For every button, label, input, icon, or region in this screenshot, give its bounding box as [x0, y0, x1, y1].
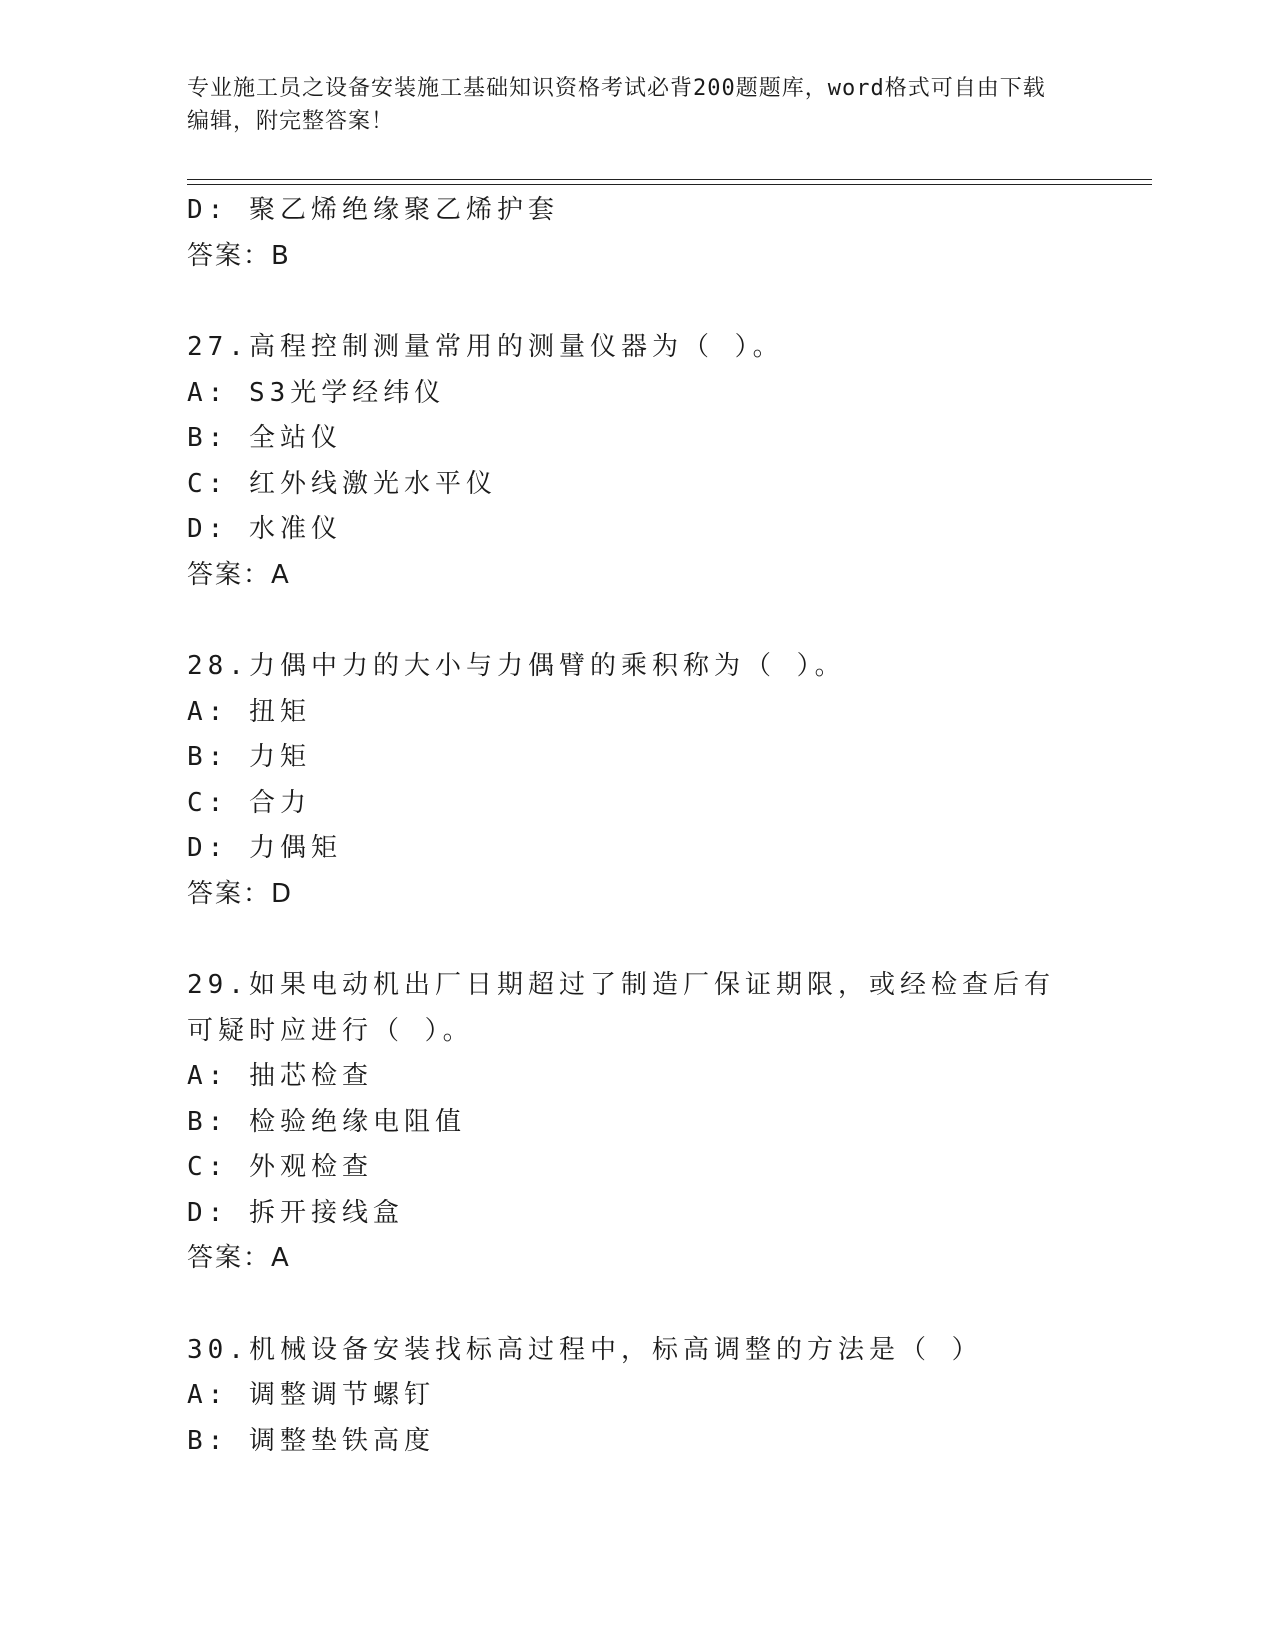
answer: 答案：A: [187, 559, 291, 590]
option-d: D: 力偶矩: [187, 833, 342, 863]
spacer: [187, 279, 1087, 325]
prev-option-d: D: 聚乙烯绝缘聚乙烯护套: [187, 195, 559, 225]
answer: 答案：A: [187, 1243, 291, 1273]
question-stem: 30.机械设备安装找标高过程中，标高调整的方法是（ ）: [187, 1334, 983, 1365]
answer: 答案：D: [187, 878, 294, 909]
option-a: A: 抽芯检查: [187, 1061, 373, 1091]
option-b: B: 全站仪: [187, 423, 342, 453]
spacer: [187, 1282, 1087, 1328]
option-a: A: S3光学经纬仪: [187, 377, 446, 408]
header-rule-bottom: [187, 184, 1152, 185]
option-b: B: 力矩: [187, 742, 311, 772]
option-d: D: 拆开接线盒: [187, 1197, 404, 1228]
option-b: B: 调整垫铁高度: [187, 1425, 435, 1456]
spacer: [187, 917, 1087, 963]
question-29: [187, 963, 1087, 1282]
question-list: [187, 188, 1087, 1464]
question-30: [187, 1328, 1087, 1465]
question-28: [187, 644, 1087, 917]
question-stem: 29.如果电动机出厂日期超过了制造厂保证期限，或经检查后有可疑时应进行（ ）。: [187, 970, 1055, 1046]
prev-answer: 答案：B: [187, 240, 291, 271]
option-c: C: 合力: [187, 787, 311, 818]
option-d: D: 水准仪: [187, 514, 342, 544]
option-c: C: 外观检查: [187, 1152, 373, 1182]
option-c: C: 红外线激光水平仪: [187, 468, 497, 499]
header-rule-top: [187, 179, 1152, 180]
document-header: 专业施工员之设备安装施工基础知识资格考试必背200题题库，word格式可自由下载编辑，附完整答案！: [187, 76, 1046, 134]
option-b: B: 检验绝缘电阻值: [187, 1106, 466, 1137]
option-a: A: 调整调节螺钉: [187, 1380, 435, 1410]
spacer: [187, 598, 1087, 644]
option-a: A: 扭矩: [187, 696, 311, 727]
question-stem: 27.高程控制测量常用的测量仪器为（ ）。: [187, 332, 784, 362]
question-stem: 28.力偶中力的大小与力偶臂的乘积称为（ ）。: [187, 651, 846, 681]
question-27: [187, 325, 1087, 598]
